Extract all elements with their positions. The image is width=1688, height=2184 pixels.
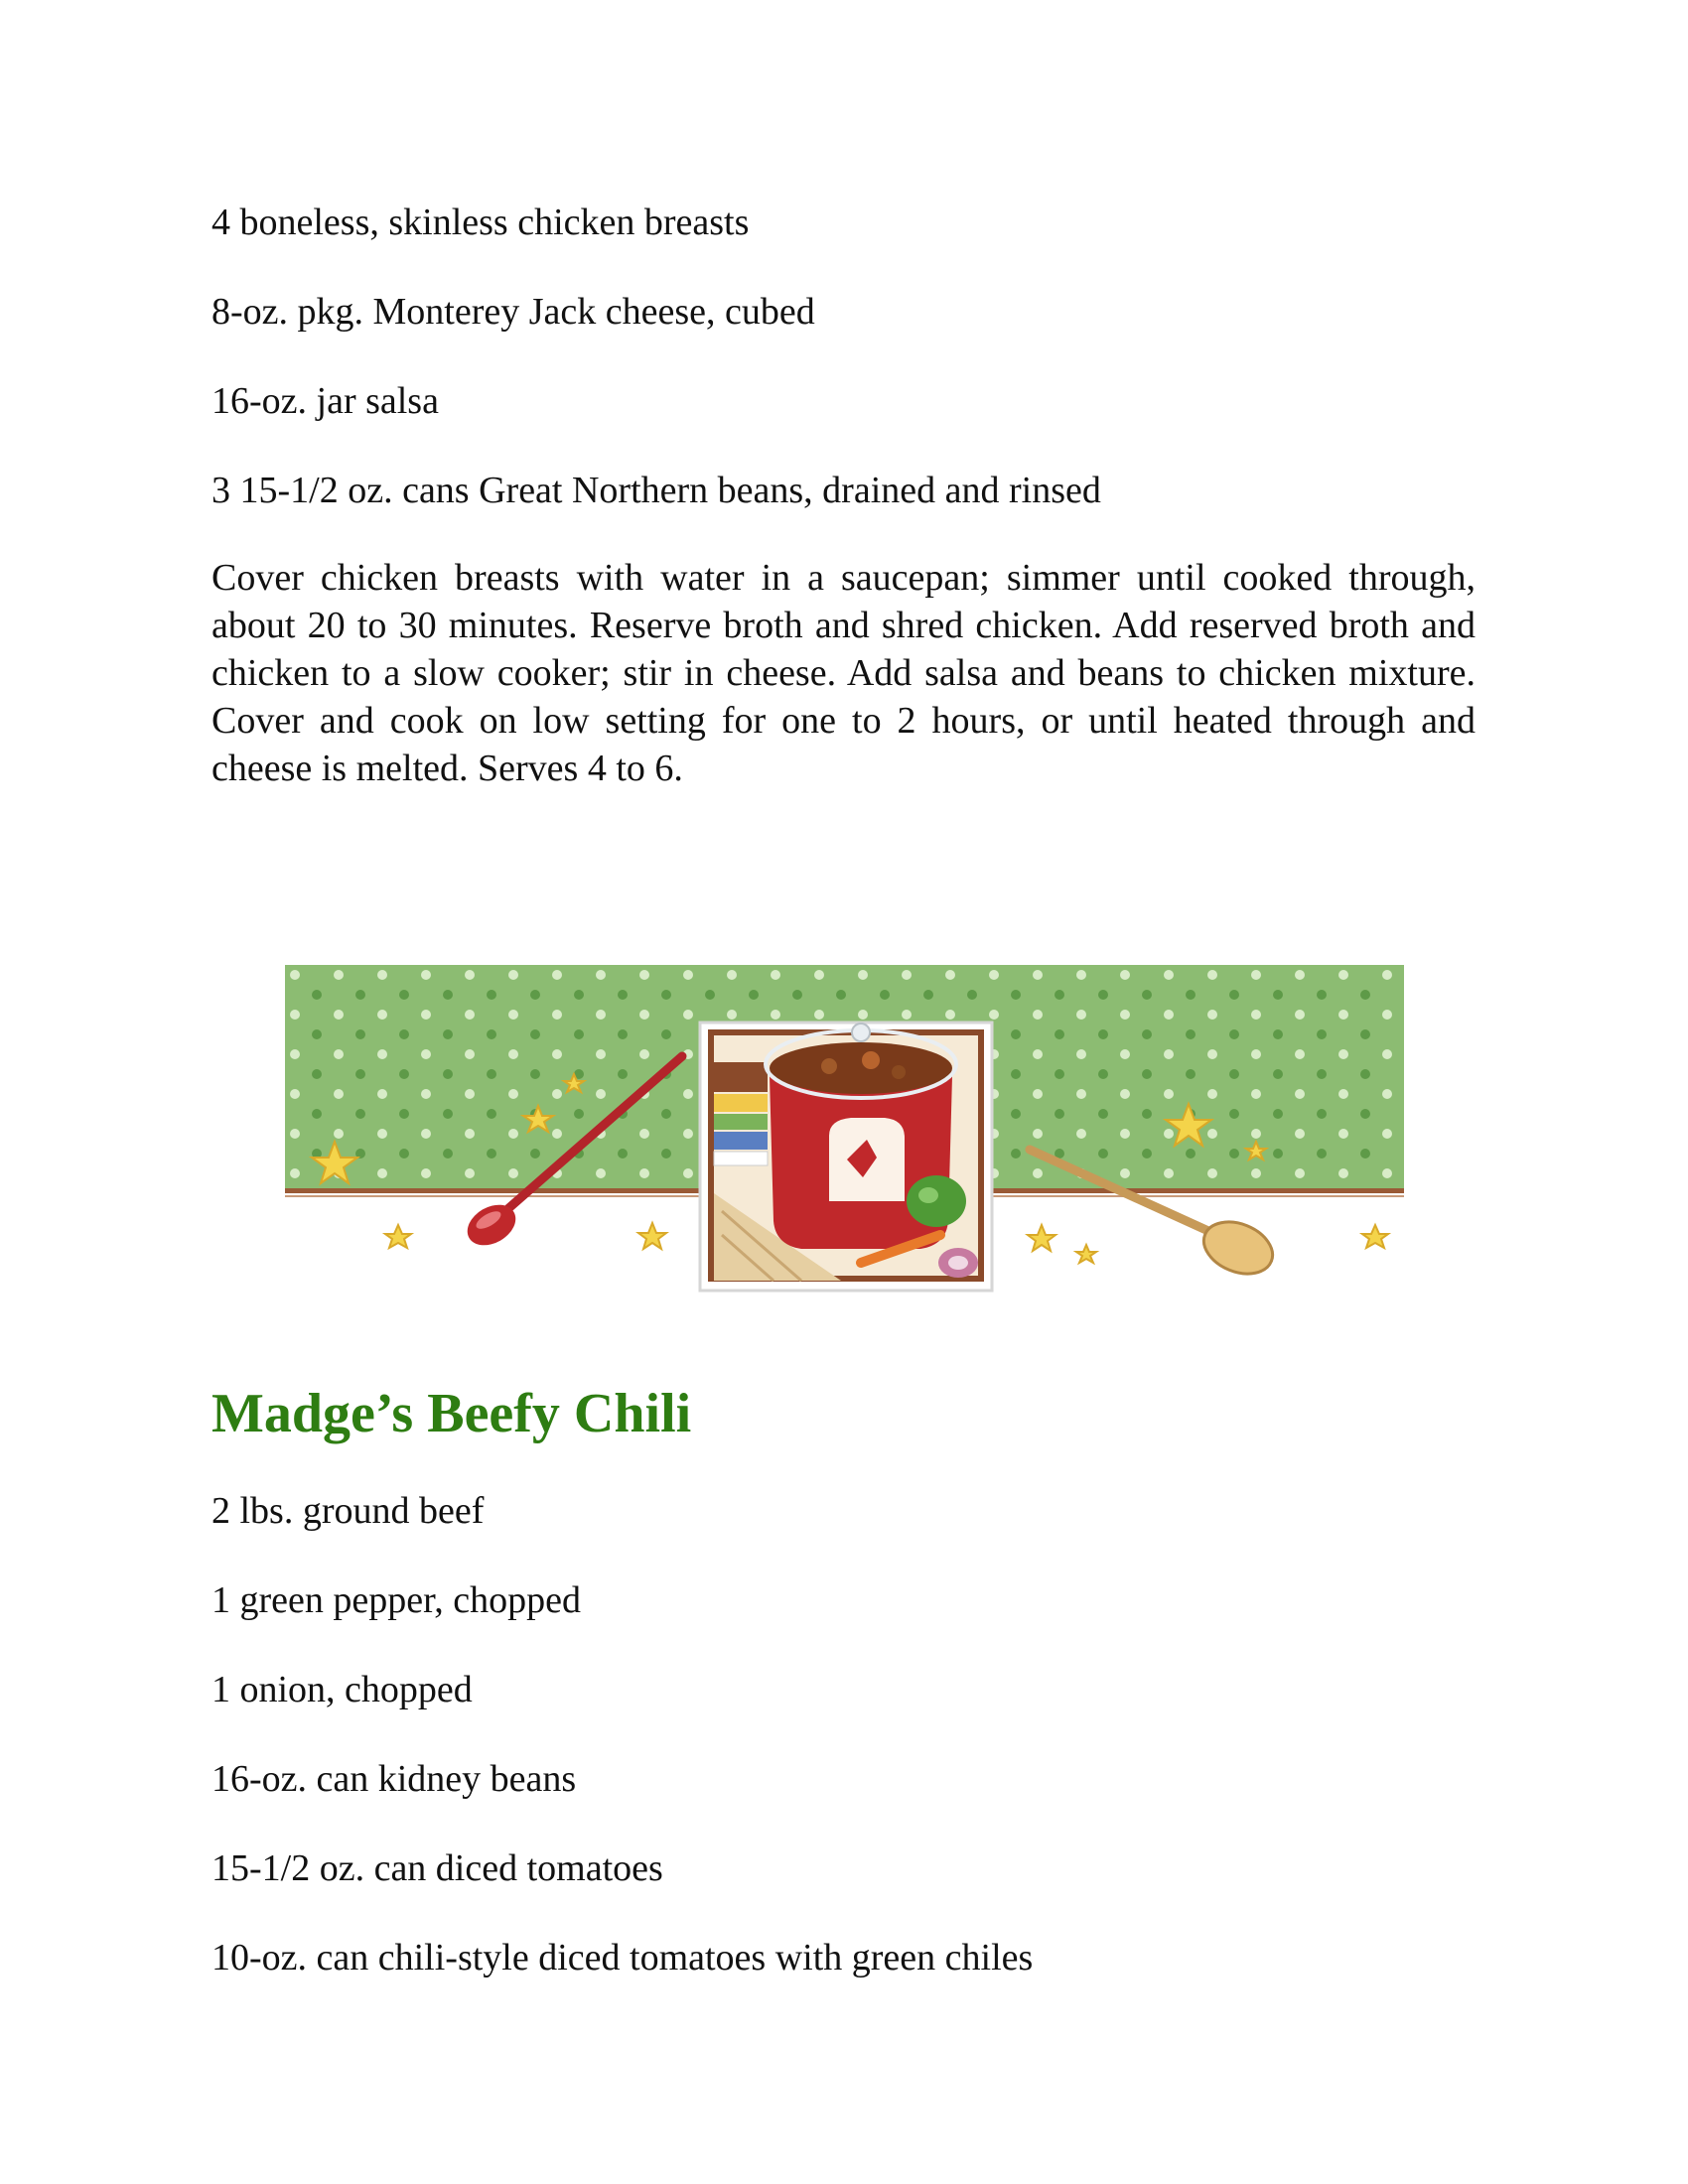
ingredient-line: 2 lbs. ground beef <box>211 1490 485 1532</box>
ingredient-line: 16-oz. jar salsa <box>211 380 439 422</box>
ingredient-line: 8-oz. pkg. Monterey Jack cheese, cubed <box>211 291 815 333</box>
ingredient-line: 1 onion, chopped <box>211 1669 473 1710</box>
slow-cooker-icon <box>700 1023 992 1291</box>
decorative-banner <box>285 965 1404 1294</box>
ingredient-line: 4 boneless, skinless chicken breasts <box>211 202 750 243</box>
ingredient-line: 15-1/2 oz. can diced tomatoes <box>211 1847 663 1889</box>
ingredient-line: 1 green pepper, chopped <box>211 1579 581 1621</box>
ingredient-line: 16-oz. can kidney beans <box>211 1758 577 1800</box>
directions-paragraph: Cover chicken breasts with water in a saucepan; simmer until cooked through, about 20 to 30 minutes. Reserve broth and shred chicken. Add reserved broth and chicken to a slow cooker; stir in cheese. Add salsa and beans to chicken mixture. Cover and cook on low setting for one to 2 hours, or until heated through and cheese is melted. Serves 4 to 6. <box>211 557 1476 789</box>
ingredient-line: 10-oz. can chili-style diced tomatoes with green chiles <box>211 1937 1034 1979</box>
recipe-title: Madge’s Beefy Chili <box>211 1383 692 1444</box>
ingredient-line: 3 15-1/2 oz. cans Great Northern beans, drained and rinsed <box>211 470 1101 511</box>
